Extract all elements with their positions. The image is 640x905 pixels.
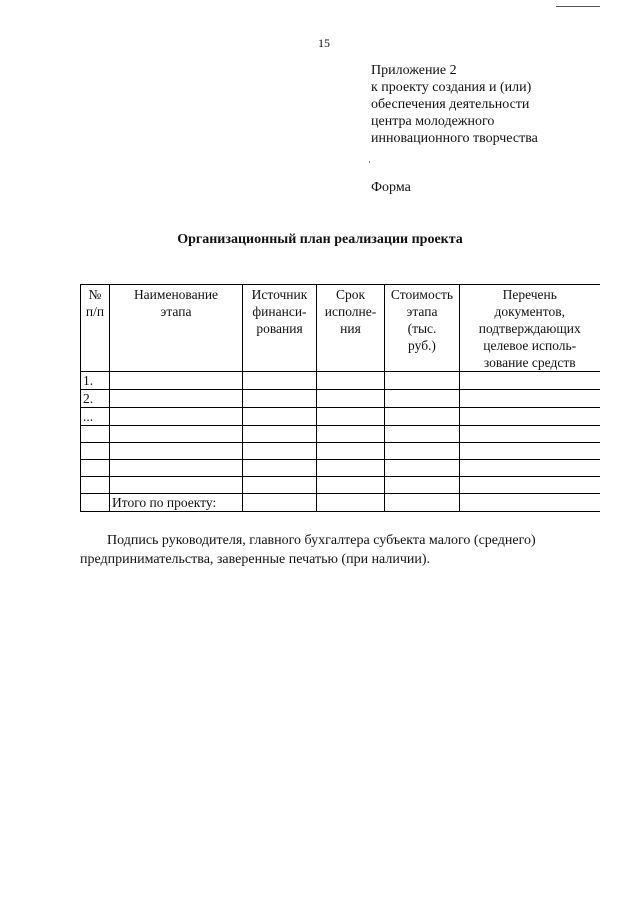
table-cell xyxy=(460,460,600,477)
appendix-line: Приложение 2 xyxy=(371,63,457,78)
total-row xyxy=(81,494,600,512)
table-row xyxy=(81,408,600,426)
table-cell xyxy=(460,372,600,390)
table-cell xyxy=(460,477,600,494)
header-text: (тыс. xyxy=(407,321,437,336)
table-cell xyxy=(81,494,110,512)
header-text: № xyxy=(88,287,102,302)
table-cell xyxy=(460,408,600,426)
table-cell xyxy=(243,443,317,460)
table-cell xyxy=(460,426,600,443)
table-cell xyxy=(110,477,243,494)
table-row xyxy=(81,426,600,443)
total-label: Итого по проекту: xyxy=(110,494,243,512)
table-cell xyxy=(110,390,243,408)
header-text: зование средств xyxy=(483,355,576,370)
header-text: Срок xyxy=(335,287,366,302)
appendix-line: центра молодежного xyxy=(371,114,495,129)
scan-speck xyxy=(369,161,370,163)
appendix-line: инновационного творчества xyxy=(371,131,538,146)
table-cell xyxy=(243,390,317,408)
header-text: п/п xyxy=(85,304,105,319)
table-cell xyxy=(385,372,460,390)
signature-line: Подпись руководителя, главного бухгалтера субъекта малого (среднего) xyxy=(107,533,536,548)
table-cell xyxy=(460,390,600,408)
page-number: 15 xyxy=(318,36,330,50)
table-cell xyxy=(110,372,243,390)
header-deadline xyxy=(317,285,385,372)
table-cell xyxy=(385,443,460,460)
table-cell xyxy=(385,390,460,408)
table-cell xyxy=(110,426,243,443)
header-funding-source xyxy=(243,285,317,372)
table-cell xyxy=(110,408,243,426)
table-cell xyxy=(110,460,243,477)
table-cell xyxy=(110,443,243,460)
signature-line: предпринимательства, заверенные печатью (при наличии). xyxy=(80,552,431,567)
plan-table xyxy=(80,284,600,512)
table-row xyxy=(81,460,600,477)
header-text: целевое исполь- xyxy=(483,338,577,353)
header-text: Стоимость xyxy=(390,287,454,302)
header-text: документов, xyxy=(494,304,566,319)
table-cell xyxy=(243,494,317,512)
appendix-line: к проекту создания и (или) xyxy=(371,80,532,95)
table-row xyxy=(81,390,600,408)
row-number-cell xyxy=(81,443,110,460)
header-text: рования xyxy=(256,321,303,336)
row-number-cell: 1. xyxy=(81,372,110,390)
table-cell xyxy=(243,426,317,443)
table-cell xyxy=(243,408,317,426)
table-cell xyxy=(385,460,460,477)
row-number-cell xyxy=(81,477,110,494)
row-number-cell xyxy=(81,426,110,443)
header-text: руб.) xyxy=(408,338,436,353)
header-stage-name xyxy=(110,285,243,372)
header-text: Источник xyxy=(251,287,308,302)
table-cell xyxy=(243,477,317,494)
top-edge-line xyxy=(556,6,600,7)
table-header-row xyxy=(81,285,600,372)
table-cell xyxy=(385,408,460,426)
header-text: подтверждающих xyxy=(478,321,581,336)
table-cell xyxy=(317,494,385,512)
table-row xyxy=(81,372,600,390)
table-cell xyxy=(460,494,600,512)
table-cell xyxy=(317,408,385,426)
table-cell xyxy=(317,426,385,443)
header-text: Наименование xyxy=(133,287,219,302)
header-text: Перечень xyxy=(502,287,557,302)
header-text: этапа xyxy=(406,304,438,319)
table-cell xyxy=(317,372,385,390)
header-text: исполне- xyxy=(324,304,377,319)
document-title: Организационный план реализации проекта xyxy=(177,232,463,247)
table-cell xyxy=(317,390,385,408)
header-text: финанси- xyxy=(252,304,307,319)
header-documents-list xyxy=(460,285,600,372)
table-cell xyxy=(317,477,385,494)
form-label: Форма xyxy=(371,180,411,195)
table-cell xyxy=(385,477,460,494)
appendix-line: обеспечения деятельности xyxy=(371,97,530,112)
table-cell xyxy=(243,372,317,390)
row-number-cell: 2. xyxy=(81,390,110,408)
table-cell xyxy=(317,460,385,477)
header-stage-cost xyxy=(385,285,460,372)
header-text: ния xyxy=(340,321,361,336)
row-number-cell xyxy=(81,460,110,477)
header-number xyxy=(81,285,110,372)
table-cell xyxy=(243,460,317,477)
row-number-cell: ... xyxy=(81,408,110,426)
appendix-block xyxy=(371,62,538,147)
header-text: этапа xyxy=(160,304,192,319)
table-cell xyxy=(317,443,385,460)
table-row xyxy=(81,443,600,460)
table-cell xyxy=(385,494,460,512)
table-cell xyxy=(385,426,460,443)
table-row xyxy=(81,477,600,494)
table-cell xyxy=(460,443,600,460)
signature-note xyxy=(80,531,600,569)
